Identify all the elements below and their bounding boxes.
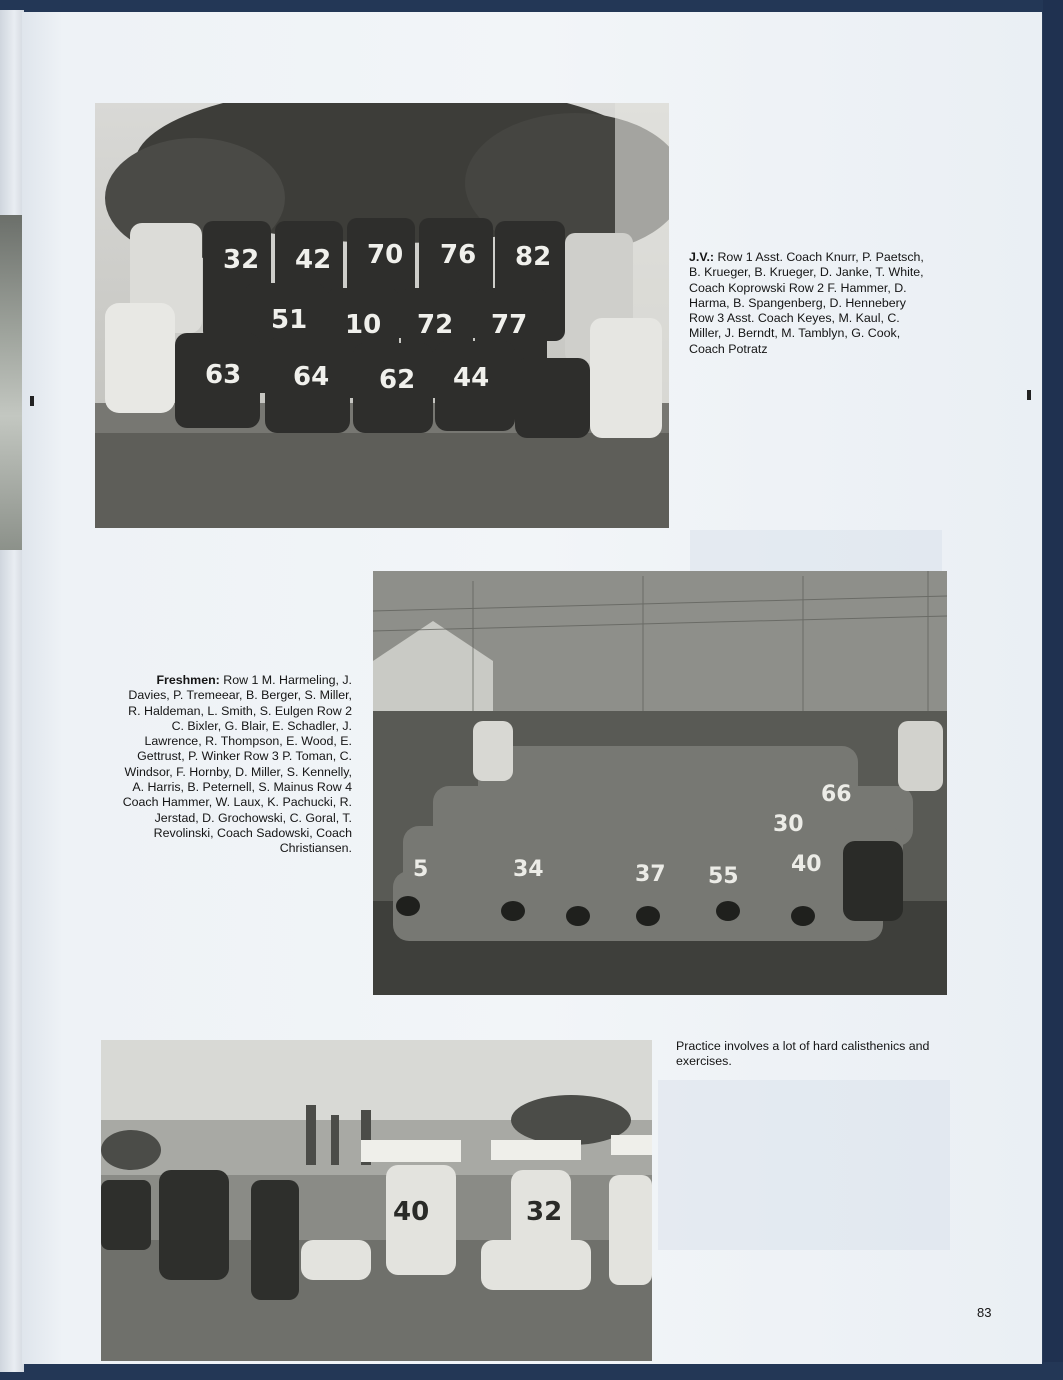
binding-mark <box>30 396 34 406</box>
jersey-number: 10 <box>345 310 382 340</box>
jersey-number: 30 <box>773 812 804 837</box>
jersey-number: 66 <box>821 782 852 807</box>
jersey-number: 72 <box>417 310 454 340</box>
jersey-number: 76 <box>440 240 477 270</box>
jv-caption-label: J.V.: <box>689 250 715 264</box>
jv-team-photo <box>95 103 669 528</box>
page-number: 83 <box>977 1305 992 1320</box>
jersey-number: 40 <box>791 852 822 877</box>
jersey-number: 62 <box>379 365 416 395</box>
jersey-number: 82 <box>515 242 552 272</box>
show-through-panel <box>658 1080 950 1250</box>
binder-frame-bottom <box>0 1362 1063 1380</box>
jersey-number: 5 <box>413 857 429 882</box>
jv-caption <box>689 250 927 357</box>
freshmen-team-photo <box>373 571 947 995</box>
binding-mark <box>1027 390 1031 400</box>
jersey-number: 64 <box>293 362 330 392</box>
jersey-number: 34 <box>513 857 544 882</box>
binder-frame-right <box>1043 0 1063 1380</box>
jv-caption-text: Row 1 Asst. Coach Knurr, P. Paetsch, B. Krueger, B. Krueger, D. Janke, T. White, Coach Koprowski Row 2 F. Hammer, D. Harma, B. Spangenberg, D. Hennebery Row 3 Asst. Coach Keyes, M. Kaul, C. Miller, J. Berndt, M. Tamblyn, G. Cook, Coach Potratz <box>689 250 924 356</box>
freshmen-caption <box>118 673 352 857</box>
jersey-number: 37 <box>635 862 666 887</box>
jersey-number: 40 <box>393 1197 430 1227</box>
jersey-number: 70 <box>367 240 404 270</box>
jersey-number: 32 <box>526 1197 563 1227</box>
jersey-number: 44 <box>453 363 490 393</box>
practice-photo <box>101 1040 652 1361</box>
jersey-number: 55 <box>708 864 739 889</box>
practice-caption: Practice involves a lot of hard calisthenics and exercises. <box>676 1039 930 1069</box>
jersey-number: 42 <box>295 245 332 275</box>
jersey-number: 63 <box>205 360 242 390</box>
freshmen-caption-text: Row 1 M. Harmeling, J. Davies, P. Tremeear, B. Berger, S. Miller, R. Haldeman, L. Smith, S. Eulgen Row 2 C. Bixler, G. Blair, E. Schadler, J. Lawrence, R. Thompson, E. Wood, E. Gettrust, P. Winker Row 3 P. Toman, C. Windsor, F. Hornby, D. Miller, S. Kennelly, A. Harris, B. Peternell, S. Mainus Row 4 Coach Hammer, W. Laux, K. Pachucki, R. Jerstad, D. Grochowski, C. Goral, T. Revolinski, Coach Sadowski, Coach Christiansen. <box>122 673 352 856</box>
jersey-number: 77 <box>491 310 528 340</box>
freshmen-caption-label: Freshmen: <box>156 673 220 687</box>
jersey-number: 51 <box>271 305 308 335</box>
jersey-number: 32 <box>223 245 260 275</box>
